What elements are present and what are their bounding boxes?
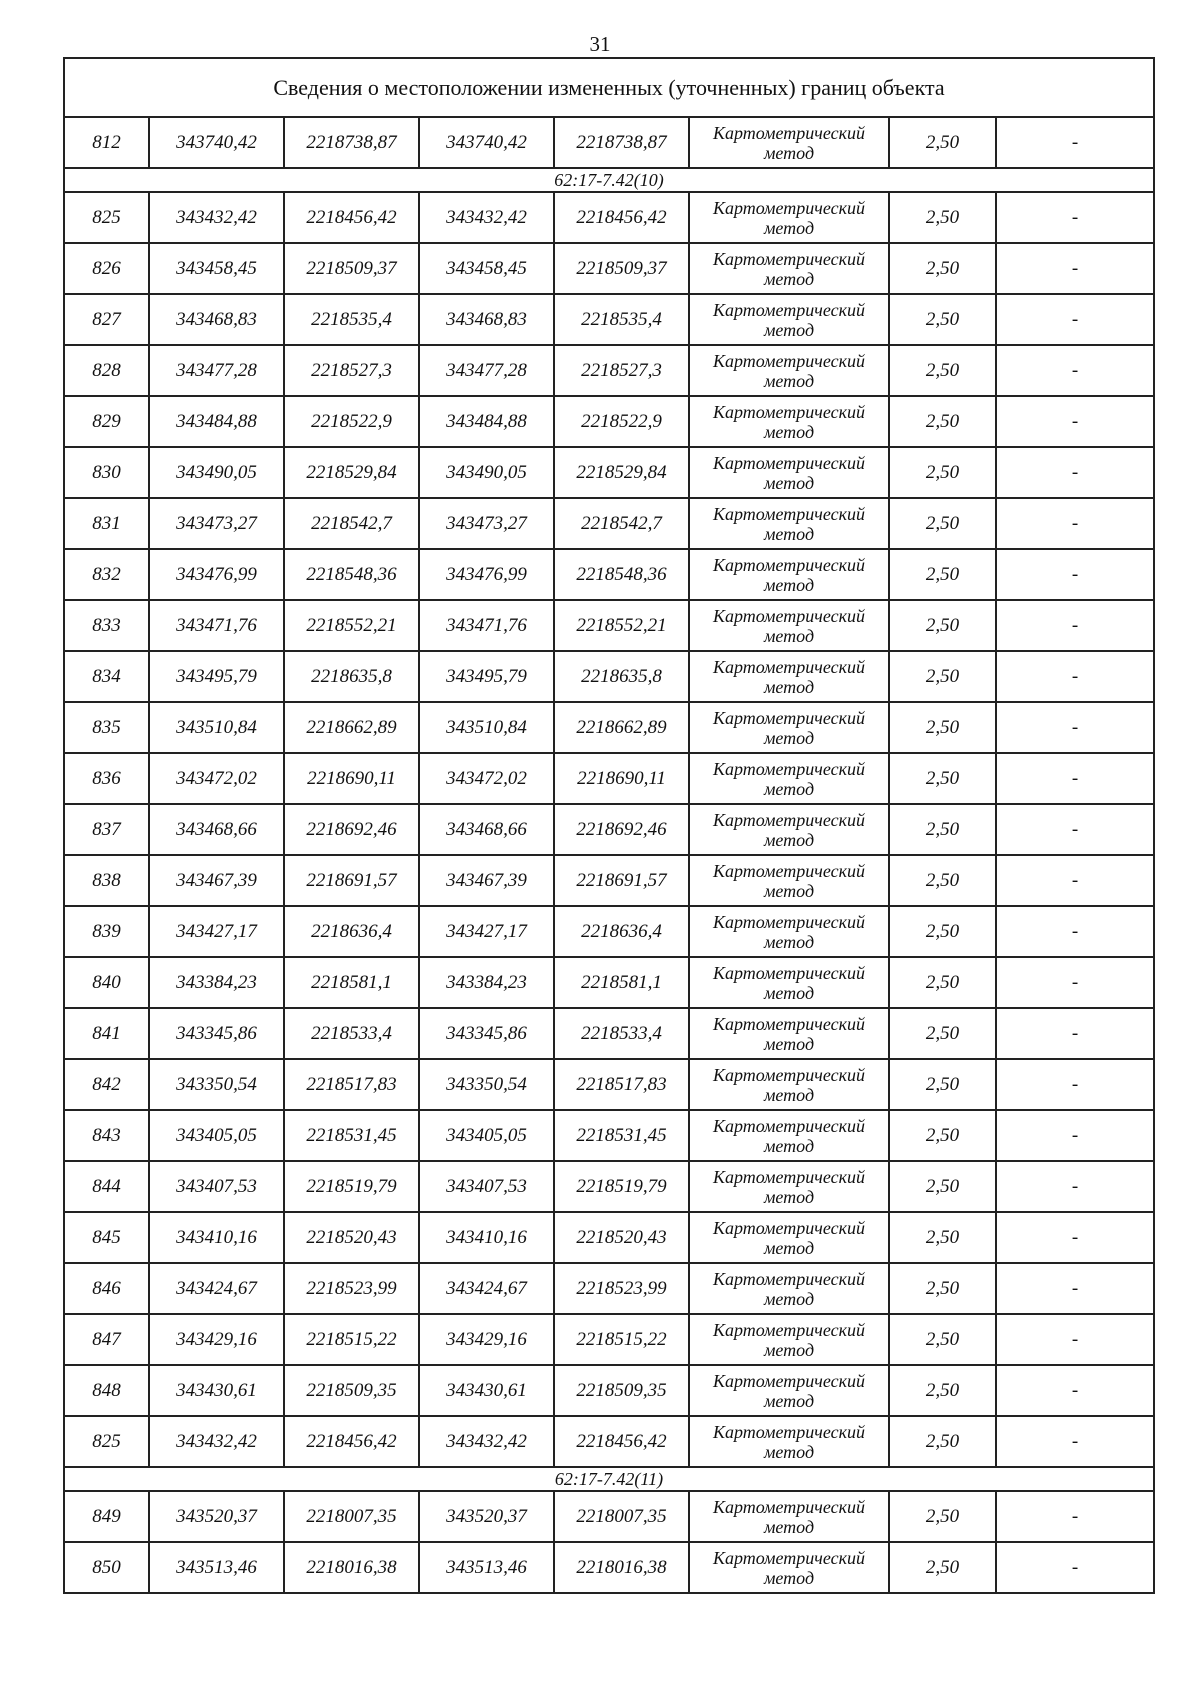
x-new-cell: 343520,37 (419, 1491, 554, 1542)
table-row (64, 1008, 1154, 1059)
point-number-cell: 830 (64, 447, 149, 498)
y-existing-cell: 2218456,42 (284, 192, 419, 243)
y-existing-cell: 2218523,99 (284, 1263, 419, 1314)
x-existing-cell: 343345,86 (149, 1008, 284, 1059)
point-number-cell: 842 (64, 1059, 149, 1110)
point-number-cell: 825 (64, 1416, 149, 1467)
x-existing-cell: 343410,16 (149, 1212, 284, 1263)
x-new-cell: 343473,27 (419, 498, 554, 549)
point-number-cell: 837 (64, 804, 149, 855)
point-number-cell: 847 (64, 1314, 149, 1365)
point-number-cell: 839 (64, 906, 149, 957)
table-row (64, 600, 1154, 651)
table-row (64, 1542, 1154, 1593)
accuracy-cell: 2,50 (889, 855, 996, 906)
note-cell: - (996, 651, 1154, 702)
table-body (64, 58, 1154, 1593)
note-cell: - (996, 804, 1154, 855)
y-existing-cell: 2218636,4 (284, 906, 419, 957)
x-existing-cell: 343407,53 (149, 1161, 284, 1212)
point-number-cell: 827 (64, 294, 149, 345)
y-existing-cell: 2218007,35 (284, 1491, 419, 1542)
point-number-cell: 846 (64, 1263, 149, 1314)
x-existing-cell: 343513,46 (149, 1542, 284, 1593)
method-cell: Картометрический метод (689, 1542, 889, 1593)
table-row (64, 192, 1154, 243)
point-number-cell: 844 (64, 1161, 149, 1212)
accuracy-cell: 2,50 (889, 1314, 996, 1365)
x-new-cell: 343407,53 (419, 1161, 554, 1212)
x-existing-cell: 343476,99 (149, 549, 284, 600)
accuracy-cell: 2,50 (889, 1416, 996, 1467)
point-number-cell: 843 (64, 1110, 149, 1161)
x-existing-cell: 343471,76 (149, 600, 284, 651)
y-new-cell: 2218692,46 (554, 804, 689, 855)
section-label: 62:17-7.42(11) (64, 1467, 1154, 1491)
y-existing-cell: 2218517,83 (284, 1059, 419, 1110)
y-new-cell: 2218531,45 (554, 1110, 689, 1161)
x-new-cell: 343495,79 (419, 651, 554, 702)
x-existing-cell: 343472,02 (149, 753, 284, 804)
y-existing-cell: 2218529,84 (284, 447, 419, 498)
accuracy-cell: 2,50 (889, 753, 996, 804)
x-existing-cell: 343429,16 (149, 1314, 284, 1365)
note-cell: - (996, 1059, 1154, 1110)
y-existing-cell: 2218535,4 (284, 294, 419, 345)
method-cell: Картометрический метод (689, 1059, 889, 1110)
accuracy-cell: 2,50 (889, 192, 996, 243)
method-cell: Картометрический метод (689, 1491, 889, 1542)
x-existing-cell: 343432,42 (149, 192, 284, 243)
accuracy-cell: 2,50 (889, 600, 996, 651)
note-cell: - (996, 906, 1154, 957)
note-cell: - (996, 345, 1154, 396)
x-existing-cell: 343424,67 (149, 1263, 284, 1314)
point-number-cell: 834 (64, 651, 149, 702)
x-existing-cell: 343468,66 (149, 804, 284, 855)
method-cell: Картометрический метод (689, 1161, 889, 1212)
table-row (64, 117, 1154, 168)
x-new-cell: 343410,16 (419, 1212, 554, 1263)
table-row (64, 498, 1154, 549)
x-existing-cell: 343405,05 (149, 1110, 284, 1161)
x-existing-cell: 343427,17 (149, 906, 284, 957)
x-new-cell: 343510,84 (419, 702, 554, 753)
method-cell: Картометрический метод (689, 396, 889, 447)
y-new-cell: 2218007,35 (554, 1491, 689, 1542)
method-cell: Картометрический метод (689, 651, 889, 702)
point-number-cell: 828 (64, 345, 149, 396)
note-cell: - (996, 1314, 1154, 1365)
page-number: 31 (589, 32, 611, 56)
boundary-coordinates-table (63, 57, 1155, 1594)
method-cell: Картометрический метод (689, 192, 889, 243)
accuracy-cell: 2,50 (889, 906, 996, 957)
y-existing-cell: 2218691,57 (284, 855, 419, 906)
x-new-cell: 343467,39 (419, 855, 554, 906)
point-number-cell: 833 (64, 600, 149, 651)
accuracy-cell: 2,50 (889, 804, 996, 855)
table-row (64, 1491, 1154, 1542)
accuracy-cell: 2,50 (889, 243, 996, 294)
x-new-cell: 343740,42 (419, 117, 554, 168)
x-new-cell: 343458,45 (419, 243, 554, 294)
note-cell: - (996, 1263, 1154, 1314)
y-existing-cell: 2218527,3 (284, 345, 419, 396)
method-cell: Картометрический метод (689, 498, 889, 549)
table-row (64, 1263, 1154, 1314)
y-new-cell: 2218691,57 (554, 855, 689, 906)
x-existing-cell: 343495,79 (149, 651, 284, 702)
accuracy-cell: 2,50 (889, 294, 996, 345)
method-cell: Картометрический метод (689, 1212, 889, 1263)
note-cell: - (996, 1161, 1154, 1212)
table-row (64, 957, 1154, 1008)
x-new-cell: 343476,99 (419, 549, 554, 600)
method-cell: Картометрический метод (689, 957, 889, 1008)
x-new-cell: 343471,76 (419, 600, 554, 651)
table-row (64, 1416, 1154, 1467)
point-number-cell: 840 (64, 957, 149, 1008)
x-existing-cell: 343458,45 (149, 243, 284, 294)
method-cell: Картометрический метод (689, 294, 889, 345)
x-new-cell: 343513,46 (419, 1542, 554, 1593)
x-existing-cell: 343740,42 (149, 117, 284, 168)
x-new-cell: 343432,42 (419, 192, 554, 243)
y-new-cell: 2218520,43 (554, 1212, 689, 1263)
accuracy-cell: 2,50 (889, 1161, 996, 1212)
y-existing-cell: 2218581,1 (284, 957, 419, 1008)
table-row (64, 294, 1154, 345)
method-cell: Картометрический метод (689, 600, 889, 651)
x-new-cell: 343429,16 (419, 1314, 554, 1365)
note-cell: - (996, 702, 1154, 753)
x-new-cell: 343432,42 (419, 1416, 554, 1467)
y-existing-cell: 2218662,89 (284, 702, 419, 753)
accuracy-cell: 2,50 (889, 651, 996, 702)
y-new-cell: 2218533,4 (554, 1008, 689, 1059)
accuracy-cell: 2,50 (889, 1491, 996, 1542)
y-new-cell: 2218548,36 (554, 549, 689, 600)
table-row (64, 345, 1154, 396)
method-cell: Картометрический метод (689, 1110, 889, 1161)
y-existing-cell: 2218542,7 (284, 498, 419, 549)
method-cell: Картометрический метод (689, 855, 889, 906)
accuracy-cell: 2,50 (889, 447, 996, 498)
point-number-cell: 838 (64, 855, 149, 906)
y-existing-cell: 2218509,37 (284, 243, 419, 294)
x-existing-cell: 343484,88 (149, 396, 284, 447)
table-row (64, 753, 1154, 804)
y-new-cell: 2218509,37 (554, 243, 689, 294)
x-new-cell: 343472,02 (419, 753, 554, 804)
y-new-cell: 2218517,83 (554, 1059, 689, 1110)
table-title: Сведения о местоположении измененных (уточненных) границ объекта (64, 58, 1154, 117)
x-new-cell: 343468,66 (419, 804, 554, 855)
y-new-cell: 2218519,79 (554, 1161, 689, 1212)
y-new-cell: 2218581,1 (554, 957, 689, 1008)
point-number-cell: 812 (64, 117, 149, 168)
x-existing-cell: 343477,28 (149, 345, 284, 396)
x-existing-cell: 343510,84 (149, 702, 284, 753)
y-new-cell: 2218515,22 (554, 1314, 689, 1365)
point-number-cell: 835 (64, 702, 149, 753)
note-cell: - (996, 600, 1154, 651)
note-cell: - (996, 753, 1154, 804)
table-row (64, 243, 1154, 294)
table-row (64, 447, 1154, 498)
note-cell: - (996, 1542, 1154, 1593)
x-new-cell: 343430,61 (419, 1365, 554, 1416)
method-cell: Картометрический метод (689, 243, 889, 294)
table-row (64, 906, 1154, 957)
note-cell: - (996, 243, 1154, 294)
point-number-cell: 850 (64, 1542, 149, 1593)
note-cell: - (996, 447, 1154, 498)
x-existing-cell: 343350,54 (149, 1059, 284, 1110)
table-row (64, 804, 1154, 855)
point-number-cell: 848 (64, 1365, 149, 1416)
note-cell: - (996, 498, 1154, 549)
y-existing-cell: 2218548,36 (284, 549, 419, 600)
accuracy-cell: 2,50 (889, 117, 996, 168)
y-new-cell: 2218535,4 (554, 294, 689, 345)
x-existing-cell: 343467,39 (149, 855, 284, 906)
note-cell: - (996, 549, 1154, 600)
accuracy-cell: 2,50 (889, 1542, 996, 1593)
y-new-cell: 2218456,42 (554, 192, 689, 243)
method-cell: Картометрический метод (689, 906, 889, 957)
y-new-cell: 2218738,87 (554, 117, 689, 168)
y-new-cell: 2218522,9 (554, 396, 689, 447)
y-existing-cell: 2218533,4 (284, 1008, 419, 1059)
x-new-cell: 343405,05 (419, 1110, 554, 1161)
section-label: 62:17-7.42(10) (64, 168, 1154, 192)
table-row (64, 1110, 1154, 1161)
y-existing-cell: 2218509,35 (284, 1365, 419, 1416)
note-cell: - (996, 117, 1154, 168)
y-existing-cell: 2218016,38 (284, 1542, 419, 1593)
table-row (64, 702, 1154, 753)
y-existing-cell: 2218519,79 (284, 1161, 419, 1212)
note-cell: - (996, 1008, 1154, 1059)
method-cell: Картометрический метод (689, 1263, 889, 1314)
point-number-cell: 849 (64, 1491, 149, 1542)
x-new-cell: 343350,54 (419, 1059, 554, 1110)
method-cell: Картометрический метод (689, 117, 889, 168)
y-existing-cell: 2218515,22 (284, 1314, 419, 1365)
note-cell: - (996, 1212, 1154, 1263)
accuracy-cell: 2,50 (889, 1110, 996, 1161)
y-new-cell: 2218527,3 (554, 345, 689, 396)
section-row (64, 1467, 1154, 1491)
table-title-row (64, 58, 1154, 117)
section-row (64, 168, 1154, 192)
y-new-cell: 2218635,8 (554, 651, 689, 702)
point-number-cell: 836 (64, 753, 149, 804)
accuracy-cell: 2,50 (889, 1059, 996, 1110)
y-new-cell: 2218552,21 (554, 600, 689, 651)
table-row (64, 1059, 1154, 1110)
point-number-cell: 826 (64, 243, 149, 294)
accuracy-cell: 2,50 (889, 957, 996, 1008)
y-existing-cell: 2218522,9 (284, 396, 419, 447)
y-existing-cell: 2218690,11 (284, 753, 419, 804)
method-cell: Картометрический метод (689, 804, 889, 855)
x-existing-cell: 343430,61 (149, 1365, 284, 1416)
method-cell: Картометрический метод (689, 702, 889, 753)
y-existing-cell: 2218738,87 (284, 117, 419, 168)
note-cell: - (996, 192, 1154, 243)
method-cell: Картометрический метод (689, 1008, 889, 1059)
x-new-cell: 343384,23 (419, 957, 554, 1008)
accuracy-cell: 2,50 (889, 396, 996, 447)
table-row (64, 1161, 1154, 1212)
accuracy-cell: 2,50 (889, 498, 996, 549)
method-cell: Картометрический метод (689, 1365, 889, 1416)
note-cell: - (996, 1491, 1154, 1542)
y-existing-cell: 2218692,46 (284, 804, 419, 855)
accuracy-cell: 2,50 (889, 549, 996, 600)
accuracy-cell: 2,50 (889, 1008, 996, 1059)
table-row (64, 396, 1154, 447)
point-number-cell: 831 (64, 498, 149, 549)
x-new-cell: 343345,86 (419, 1008, 554, 1059)
x-new-cell: 343427,17 (419, 906, 554, 957)
point-number-cell: 829 (64, 396, 149, 447)
table-row (64, 1314, 1154, 1365)
accuracy-cell: 2,50 (889, 702, 996, 753)
x-new-cell: 343490,05 (419, 447, 554, 498)
y-new-cell: 2218523,99 (554, 1263, 689, 1314)
point-number-cell: 845 (64, 1212, 149, 1263)
x-new-cell: 343468,83 (419, 294, 554, 345)
table-row (64, 855, 1154, 906)
table-row (64, 1365, 1154, 1416)
y-new-cell: 2218509,35 (554, 1365, 689, 1416)
y-existing-cell: 2218635,8 (284, 651, 419, 702)
point-number-cell: 825 (64, 192, 149, 243)
method-cell: Картометрический метод (689, 447, 889, 498)
y-existing-cell: 2218531,45 (284, 1110, 419, 1161)
accuracy-cell: 2,50 (889, 1365, 996, 1416)
y-existing-cell: 2218520,43 (284, 1212, 419, 1263)
note-cell: - (996, 1416, 1154, 1467)
point-number-cell: 832 (64, 549, 149, 600)
x-existing-cell: 343473,27 (149, 498, 284, 549)
note-cell: - (996, 1365, 1154, 1416)
accuracy-cell: 2,50 (889, 345, 996, 396)
x-existing-cell: 343384,23 (149, 957, 284, 1008)
y-new-cell: 2218456,42 (554, 1416, 689, 1467)
note-cell: - (996, 855, 1154, 906)
x-existing-cell: 343432,42 (149, 1416, 284, 1467)
table-row (64, 651, 1154, 702)
x-new-cell: 343484,88 (419, 396, 554, 447)
x-new-cell: 343477,28 (419, 345, 554, 396)
x-new-cell: 343424,67 (419, 1263, 554, 1314)
x-existing-cell: 343520,37 (149, 1491, 284, 1542)
method-cell: Картометрический метод (689, 1314, 889, 1365)
y-new-cell: 2218529,84 (554, 447, 689, 498)
note-cell: - (996, 1110, 1154, 1161)
note-cell: - (996, 396, 1154, 447)
y-existing-cell: 2218456,42 (284, 1416, 419, 1467)
y-new-cell: 2218542,7 (554, 498, 689, 549)
point-number-cell: 841 (64, 1008, 149, 1059)
table-row (64, 549, 1154, 600)
method-cell: Картометрический метод (689, 753, 889, 804)
x-existing-cell: 343490,05 (149, 447, 284, 498)
method-cell: Картометрический метод (689, 549, 889, 600)
method-cell: Картометрический метод (689, 1416, 889, 1467)
accuracy-cell: 2,50 (889, 1263, 996, 1314)
y-new-cell: 2218636,4 (554, 906, 689, 957)
y-new-cell: 2218662,89 (554, 702, 689, 753)
method-cell: Картометрический метод (689, 345, 889, 396)
note-cell: - (996, 294, 1154, 345)
y-existing-cell: 2218552,21 (284, 600, 419, 651)
note-cell: - (996, 957, 1154, 1008)
accuracy-cell: 2,50 (889, 1212, 996, 1263)
y-new-cell: 2218016,38 (554, 1542, 689, 1593)
table-row (64, 1212, 1154, 1263)
y-new-cell: 2218690,11 (554, 753, 689, 804)
x-existing-cell: 343468,83 (149, 294, 284, 345)
